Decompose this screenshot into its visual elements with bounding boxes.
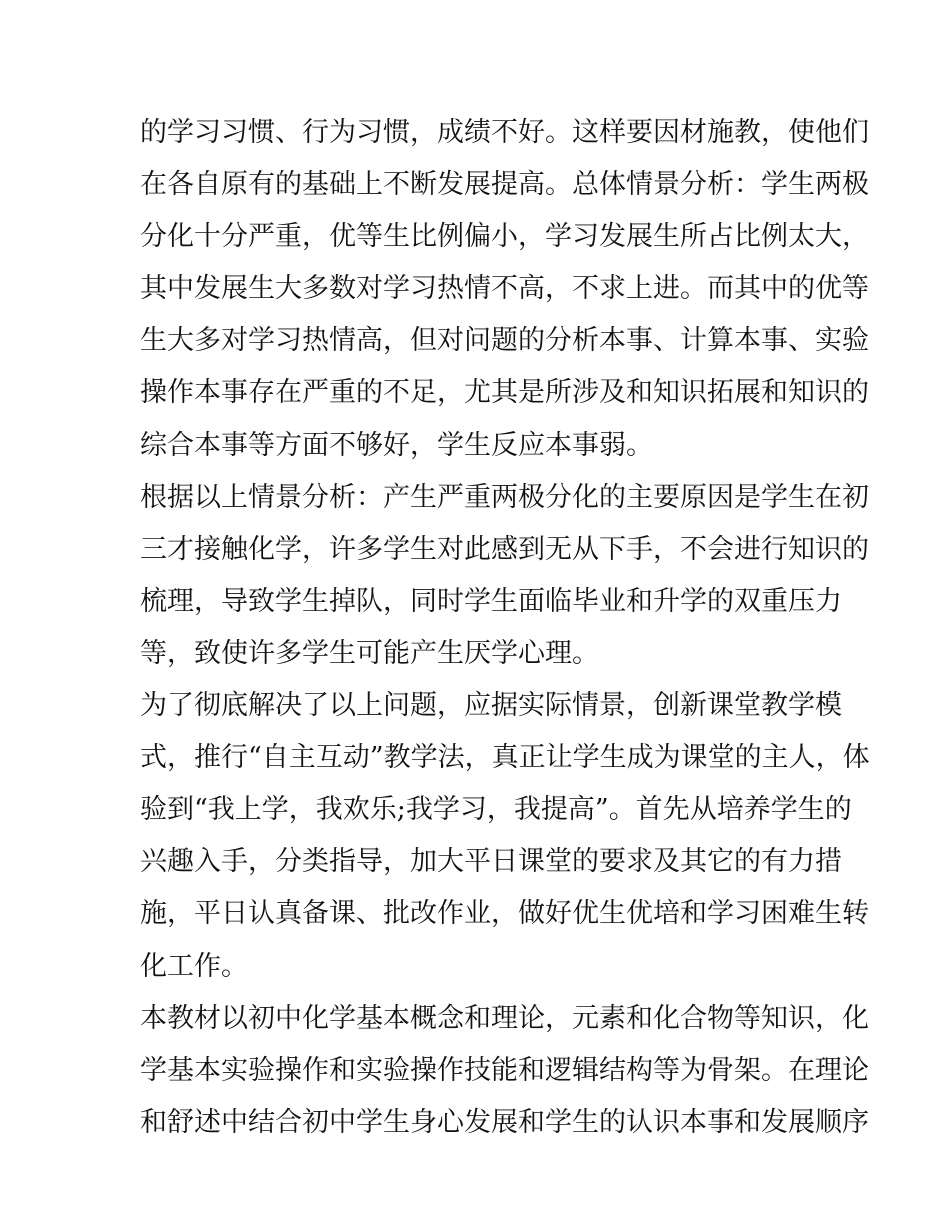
text-line: 施，平日认真备课、批改作业，做好优生优培和学习困难生转 <box>140 898 869 930</box>
text-line: 本教材以初中化学基本概念和理论，元素和化合物等知识，化 <box>140 1002 869 1034</box>
text-line: 兴趣入手，分类指导，加大平日课堂的要求及其它的有力措 <box>140 846 842 878</box>
text-line: 化工作。 <box>140 950 248 982</box>
text-line: 式，推行“自主互动”教学法，真正让学生成为课堂的主人，体 <box>140 742 870 774</box>
text-line: 验到“我上学，我欢乐;我学习，我提高”。首先从培养学生的 <box>140 794 852 826</box>
text-line: 的学习习惯、行为习惯，成绩不好。这样要因材施教，使他们 <box>140 117 869 148</box>
text-line: 和舒述中结合初中学生身心发展和学生的认识本事和发展顺序 <box>140 1106 869 1138</box>
text-line: 为了彻底解决了以上问题，应据实际情景，创新课堂教学模 <box>140 690 842 722</box>
text-line: 等，致使许多学生可能产生厌学心理。 <box>140 637 599 669</box>
text-line: 梳理，导致学生掉队，同时学生面临毕业和升学的双重压力 <box>140 585 842 617</box>
text-line: 生大多对学习热情高，但对问题的分析本事、计算本事、实验 <box>140 325 869 357</box>
text-line: 在各自原有的基础上不断发展提高。总体情景分析：学生两极 <box>140 169 869 201</box>
text-line: 三才接触化学，许多学生对此感到无从下手，不会进行知识的 <box>140 533 869 565</box>
text-line: 操作本事存在严重的不足，尤其是所涉及和知识拓展和知识的 <box>140 377 869 409</box>
text-line: 分化十分严重，优等生比例偏小，学习发展生所占比例太大， <box>140 221 869 253</box>
text-line: 综合本事等方面不够好，学生反应本事弱。 <box>140 429 653 461</box>
text-line: 学基本实验操作和实验操作技能和逻辑结构等为骨架。在理论 <box>140 1054 869 1086</box>
text-line: 其中发展生大多数对学习热情不高，不求上进。而其中的优等 <box>140 273 869 305</box>
text-line: 根据以上情景分析：产生严重两极分化的主要原因是学生在初 <box>140 481 869 513</box>
body-text <box>140 107 870 1149</box>
